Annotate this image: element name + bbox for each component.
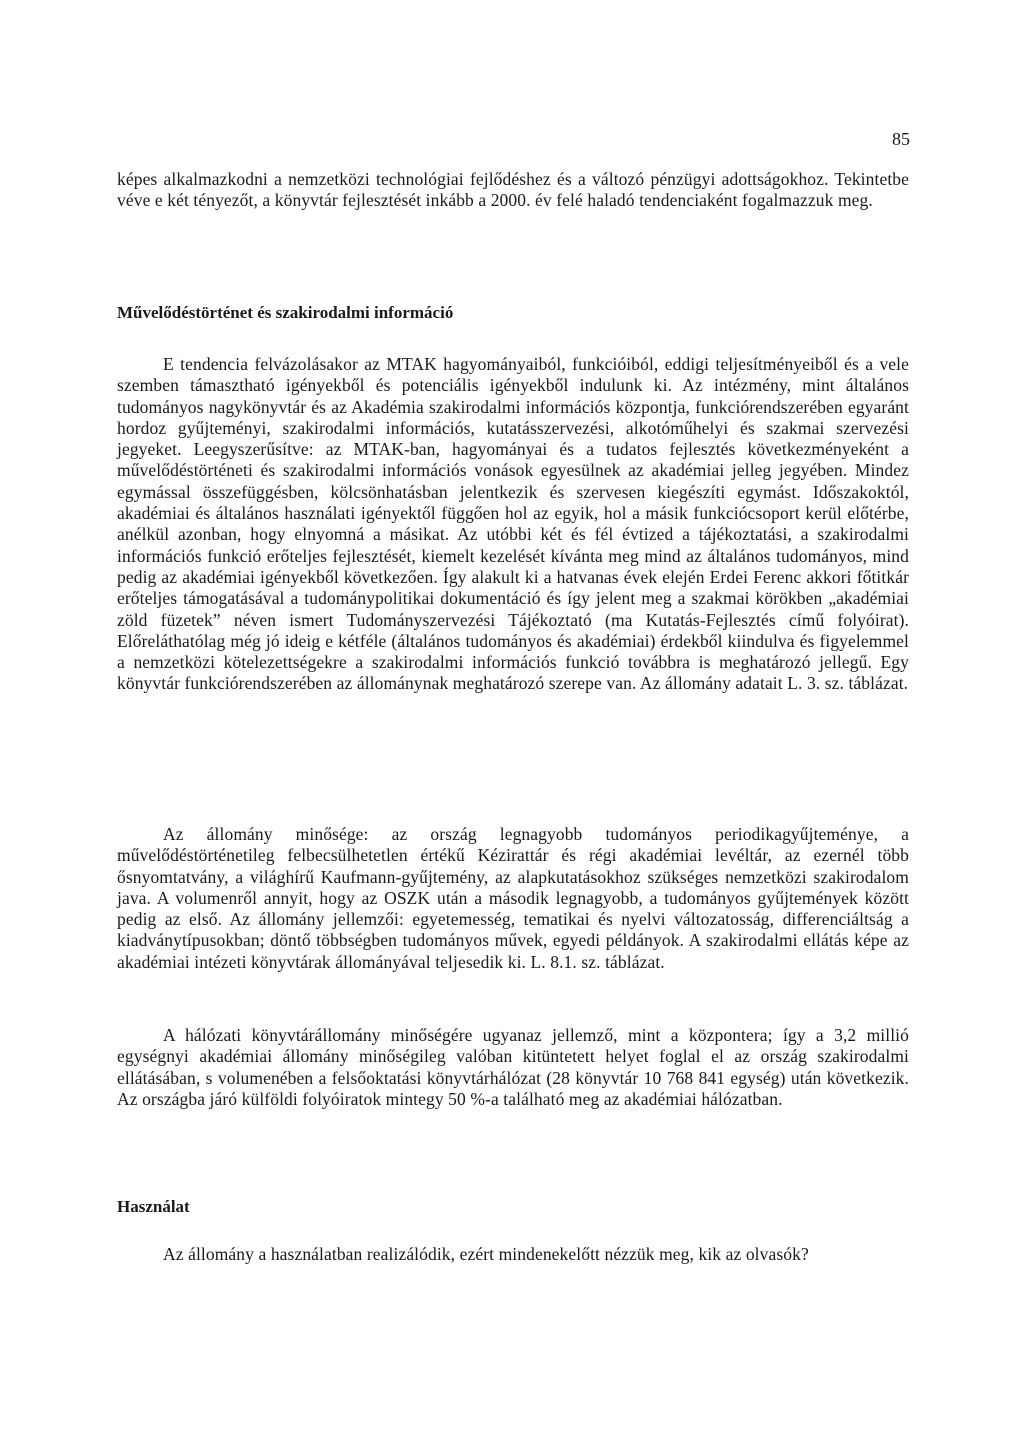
section-heading-hasznalat: Használat: [117, 1197, 190, 1216]
intro-paragraph: képes alkalmazkodni a nemzetközi technológiai fejlődéshez és a változó pénzügyi adottságokhoz. Tekintetbe véve e két tényezőt, a könyvtár fejlesztését inkább a 2000. év felé haladó tendenciaként fogalmazzuk meg.: [117, 169, 909, 211]
section2-paragraph-1: Az állomány a használatban realizálódik, ezért mindenekelőtt nézzük meg, kik az olvasók?: [163, 1244, 809, 1264]
section1-paragraph-1: E tendencia felvázolásakor az MTAK hagyományaiból, funkcióiból, eddigi teljesítményeiből és a vele szemben támasztható igényekből és potenciális igényekből indulunk ki. Az intézmény, mint általános tudományos nagykönyvtár és az Akadémia szakirodalmi információs központja, funkciórendszerében egyaránt hordoz gyűjteményi, szakirodalmi információs, kutatásszervezési, alkotóműhelyi és szakmai szervezési jegyeket. Leegyszerűsítve: az MTAK-ban, hagyományai és a tudatos fejlesztés következményeként a művelődéstörténeti és szakirodalmi információs vonások egyesülnek az akadémiai jelleg jegyében. Mindez egymással összefüggésben, kölcsönhatásban jelentkezik és szervesen kiegészíti egymást. Időszakoktól, akadémiai és általános használati igényektől függően hol az egyik, hol a másik funkciócsoport kerül előtérbe, anélkül azonban, hogy elnyomná a másikat. Az utóbbi két és fél évtized a tájékoztatási, a szakirodalmi információs funkció erőteljes fejlesztését, kiemelt kezelését kívánta meg mind az általános tudományos, mind pedig az akadémiai igényekből következően. Így alakult ki a hatvanas évek elején Erdei Ferenc akkori főtitkár erőteljes támogatásával a tudománypolitikai dokumentáció és így jelent meg a szakmai körökben „akadémiai zöld füzetek” néven ismert Tudományszervezési Tájékoztató (ma Kutatás-Fejlesztés című folyóirat). Előreláthatólag még jó ideig e kétféle (általános tudományos és akadémiai) érdekből kiindulva és figyelemmel a nemzetközi kötelezettségekre a szakirodalmi információs funkció továbbra is meghatározó jellegű. Egy könyvtár funkciórendszerében az állománynak meghatározó szerepe van. Az állomány adatait L. 3. sz. táblázat.: [117, 354, 909, 694]
page-number: 85: [892, 129, 910, 149]
section1-paragraph-3: A hálózati könyvtárállomány minőségére ugyanaz jellemző, mint a központera; így a 3,2 millió egységnyi akadémiai állomány minőségileg valóban kitüntetett helyet foglal el az ország szakirodalmi ellátásában, s volumenében a felsőoktatási könyvtárhálózat (28 könyvtár 10 768 841 egység) után következik. Az országba járó külföldi folyóiratok mintegy 50 %-a található meg az akadémiai hálózatban.: [117, 1025, 909, 1109]
section1-paragraph-2: Az állomány minősége: az ország legnagyobb tudományos periodikagyűjteménye, a művelődéstörténetileg felbecsülhetetlen értékű Kézirattár és régi akadémiai levéltár, az ezernél több ősnyomtatvány, a világhírű Kaufmann-gyűjtemény, az alapkutatásokhoz szükséges nemzetközi szakirodalom java. A volumenről annyit, hogy az OSZK után a második legnagyobb, a tudományos gyűjtemények között pedig az első. Az állomány jellemzői: egyetemesség, tematikai és nyelvi változatosság, differenciáltság a kiadványtípusokban; döntő többségben tudományos művek, egyedi példányok. A szakirodalmi ellátás képe az akadémiai intézeti könyvtárak állományával teljesedik ki. L. 8.1. sz. táblázat.: [117, 824, 909, 972]
section-heading-muvelodestortenet: Művelődéstörténet és szakirodalmi információ: [117, 303, 454, 322]
